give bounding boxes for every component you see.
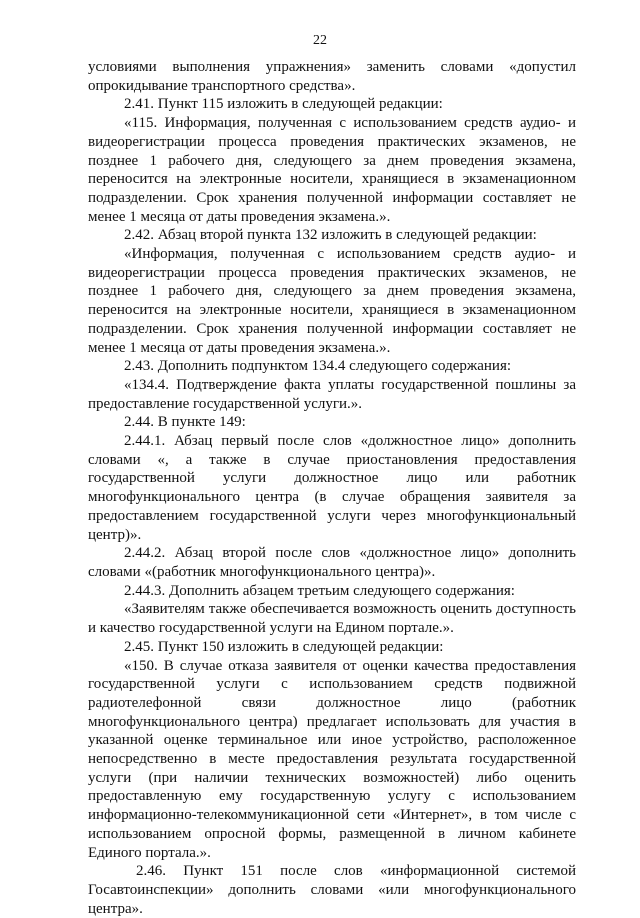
- paragraph: 2.43. Дополнить подпунктом 134.4 следующего содержания:: [124, 358, 512, 375]
- paragraph: 2.44.3. Дополнить абзацем третьим следующего содержания:: [124, 582, 515, 599]
- paragraph: 2.44.2. Абзац второй после слов «должностное лицо» дополнить словами «(работник многофункционального центра)».: [88, 545, 576, 580]
- document-body: [88, 58, 576, 918]
- paragraph: «115. Информация, полученная с использованием средств аудио- и видеорегистрации процесса проведения практических экзаменов, не позднее 1 рабочего дня, следующего за днем проведения экзамена, переносится на электронные носители, хранящиеся в экзаменационном подразделении. Срок хранения полученной информации составляет не менее 1 месяца от даты проведения экзамена.».: [88, 115, 576, 225]
- paragraph: «Заявителям также обеспечивается возможность оценить доступность и качество государственной услуги на Едином портале.».: [88, 601, 576, 637]
- paragraph: 2.46. Пункт 151 после слов «информационной системой Госавтоинспекции» дополнить словами «или многофункционального центра».: [88, 863, 576, 917]
- paragraph: «150. В случае отказа заявителя от оценки качества предоставления государственной услуги с использованием средств подвижной радиотелефонной связи должностное лицо (работник многофункционального центра) предлагает использовать для участия в указанной оценке терминальное или иное устройство, расположенное непосредственно в месте предоставления результата государственной услуги (при наличии технических возможностей) либо оценить предоставленную ему государственную услугу с использованием информационно-телекоммуникационной сети «Интернет», в том числе с использованием опросной формы, размещенной в личном кабинете Единого портала.».: [88, 657, 576, 861]
- paragraph: «Информация, полученная с использованием средств аудио- и видеорегистрации процесса проведения практических экзаменов, не позднее 1 рабочего дня, следующего за днем проведения экзамена, переносится на электронные носители, хранящиеся в экзаменационном подразделении. Срок хранения полученной информации составляет не менее 1 месяца от даты проведения экзамена.».: [88, 246, 576, 356]
- paragraph: 2.44.1. Абзац первый после слов «должностное лицо» дополнить словами «, а также в случае приостановления предоставления государственной услуги должностное лицо или работник многофункционального центра (в случае обращения заявителя за предоставлением государственной услуги через многофункциональный центр)».: [88, 433, 576, 543]
- paragraph: 2.44. В пункте 149:: [124, 414, 246, 431]
- paragraph: 2.42. Абзац второй пункта 132 изложить в следующей редакции:: [124, 227, 537, 244]
- paragraph: условиями выполнения упражнения» заменить словами «допустил опрокидывание транспортного средства».: [88, 59, 576, 94]
- paragraph: 2.41. Пункт 115 изложить в следующей редакции:: [124, 96, 443, 113]
- paragraph: 2.45. Пункт 150 изложить в следующей редакции:: [124, 638, 444, 655]
- paragraph: «134.4. Подтверждение факта уплаты государственной пошлины за предоставление государственной услуги.».: [88, 376, 576, 412]
- page-number: 22: [313, 33, 327, 48]
